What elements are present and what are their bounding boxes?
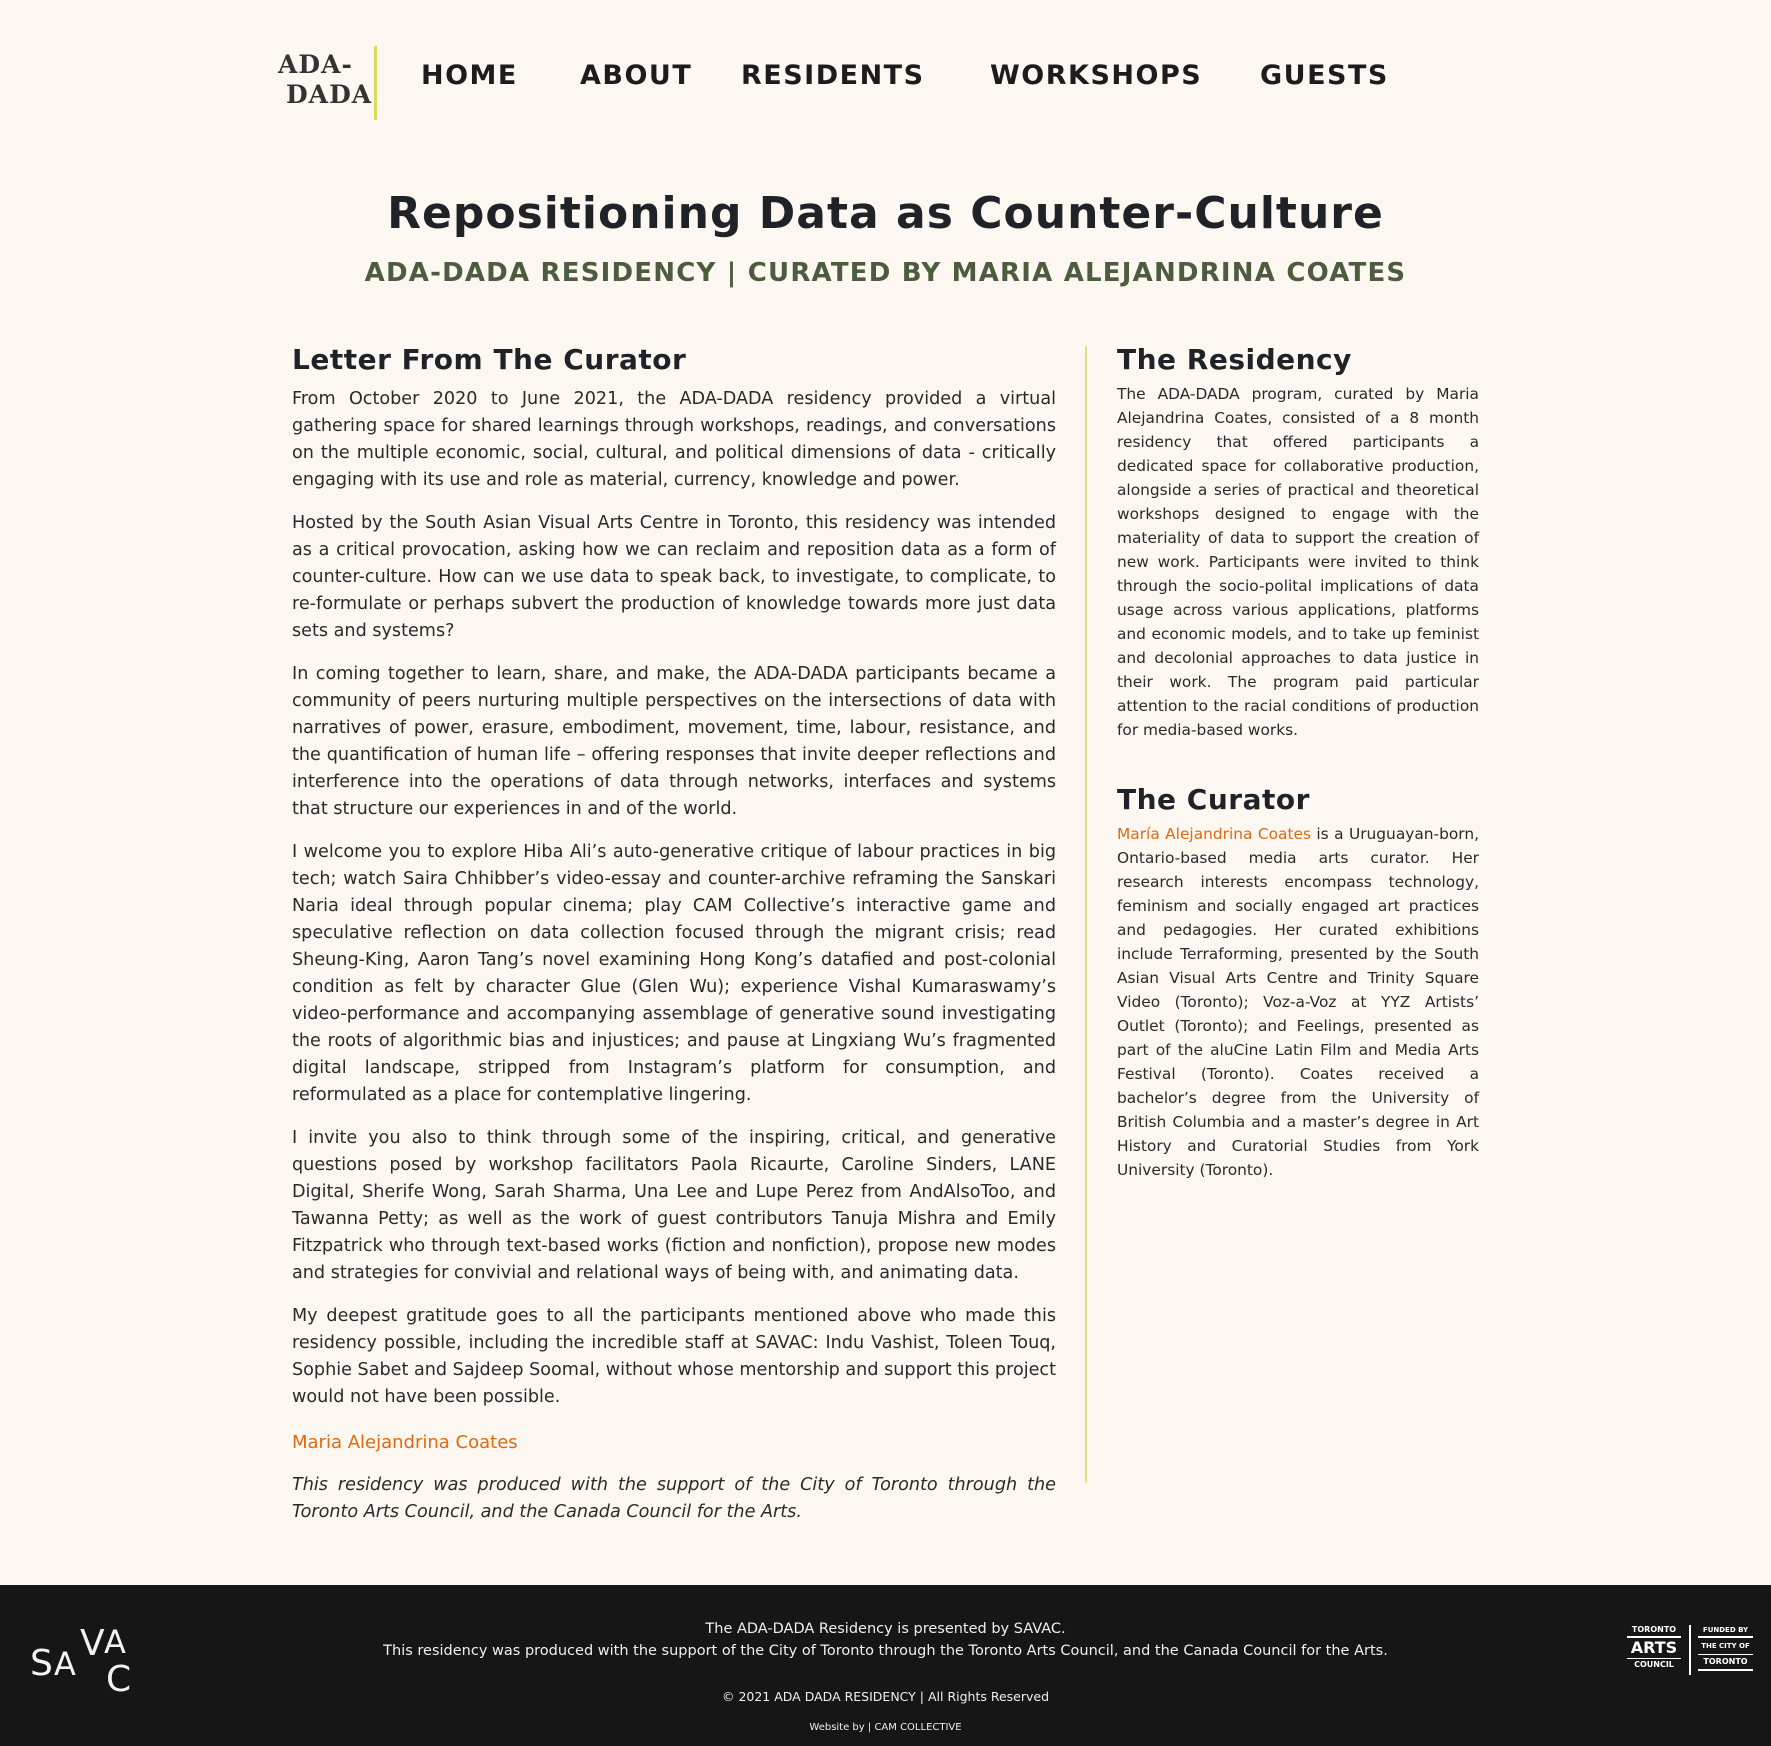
- tac-funded-by: [1698, 1625, 1753, 1672]
- letter-paragraph: Hosted by the South Asian Visual Arts Centre in Toronto, this residency was intended as a critical provocation, asking how we can reclaim and reposition data as a form of counter-culture. How can we use data to speak back, to investigate, to complicate, to re-formulate or perhaps subvert the production of knowledge towards more just data sets and systems?: [292, 513, 1056, 641]
- tac-council: COUNCIL: [1634, 1660, 1674, 1669]
- tac-the-city-of: THE CITY OF: [1701, 1641, 1750, 1650]
- nav-workshops[interactable]: WORKSHOPS: [990, 60, 1203, 91]
- ada-dada-logo[interactable]: [278, 50, 373, 118]
- savac-logo-s: S: [30, 1643, 53, 1684]
- residency-block: [1117, 340, 1479, 742]
- savac-logo-a1: A: [54, 1645, 76, 1683]
- curator-text: [1117, 822, 1479, 1182]
- savac-logo-a2: A: [104, 1623, 126, 1661]
- logo-line-2: DADA: [286, 80, 373, 109]
- nav-about[interactable]: ABOUT: [580, 60, 693, 91]
- savac-logo-v: V: [80, 1623, 105, 1664]
- logo-divider: [374, 46, 377, 120]
- footer-credit-prefix: Website by |: [809, 1722, 875, 1733]
- letter-support-note: This residency was produced with the support of the City of Toronto through the Toronto Arts Council, and the Canada Council for the Arts.: [292, 1475, 1056, 1522]
- tac-rule: [1627, 1658, 1681, 1660]
- tac-city: TORONTO: [1703, 1657, 1748, 1666]
- footer-credit: [0, 1722, 1771, 1733]
- tac-arts: ARTS: [1630, 1637, 1678, 1657]
- cam-collective-link[interactable]: CAM COLLECTIVE: [874, 1722, 962, 1733]
- letter-heading: Letter From The Curator: [292, 343, 687, 376]
- residency-heading: The Residency: [1117, 343, 1352, 376]
- tac-rule: [1698, 1669, 1753, 1671]
- footer-presented-by: The ADA-DADA Residency is presented by SAVAC.: [705, 1621, 1066, 1637]
- letter-signature-link[interactable]: Maria Alejandrina Coates: [292, 1432, 518, 1453]
- nav-residents[interactable]: RESIDENTS: [741, 60, 925, 91]
- letter-paragraph: I welcome you to explore Hiba Ali’s auto-generative critique of labour practices in big tech; watch Saira Chhibber’s video-essay and counter-archive reframing the Sanskari Naria ideal through popular cinema; play CAM Collective’s interactive game and speculative reflection on data collection focused through the migrant crisis; read Sheung-King, Aaron Tang’s novel examining Hong Kong’s datafied and post-colonial condition as felt by character Glue (Glen Wu); experience Vishal Kumaraswamy’s video-performance and accompanying assemblage of generative sound investigating the roots of algorithmic bias and injustices; and pause at Lingxiang Wu’s fragmented digital landscape, stripped from Instagram’s platform for consumption, and reformulated as a place for contemplative lingering.: [292, 842, 1056, 1105]
- tac-toronto: TORONTO: [1631, 1625, 1677, 1634]
- tac-rule: [1698, 1636, 1753, 1638]
- curator-name-link[interactable]: María Alejandrina Coates: [1117, 825, 1311, 843]
- sidebar: [1117, 340, 1479, 1182]
- tac-funded-by-label: FUNDED BY: [1702, 1626, 1749, 1634]
- tac-rule: [1698, 1654, 1753, 1656]
- tac-divider: [1689, 1625, 1691, 1675]
- curator-heading: The Curator: [1117, 783, 1310, 816]
- logo-line-1: ADA-: [278, 50, 353, 79]
- footer-support-note: This residency was produced with the support of the City of Toronto through the Toronto Arts Council, and the Canada Council for the Arts.: [383, 1643, 1388, 1659]
- toronto-arts-council-logo[interactable]: [1627, 1625, 1753, 1679]
- nav-home[interactable]: HOME: [421, 60, 518, 91]
- savac-logo-c: C: [106, 1659, 132, 1700]
- curator-bio: is a Uruguayan-born, Ontario-based media arts curator. Her research interests encompass technology, feminism and socially engaged art practices and pedagogies. Her curated exhibitions include Terraforming, presented by the South Asian Visual Arts Centre and Trinity Square Video (Toronto); Voz-a-Voz at YYZ Artists’ Outlet (Toronto); and Feelings, presented as part of the aluCine Latin Film and Media Arts Festival (Toronto). Coates received a bachelor’s degree from the University of British Columbia and a master’s degree in Art History and Curatorial Studies from York University (Toronto).: [1117, 825, 1479, 1179]
- curator-block: [1117, 780, 1479, 1182]
- residency-text: The ADA-DADA program, curated by Maria Alejandrina Coates, consisted of a 8 month residency that offered participants a dedicated space for collaborative production, alongside a series of practical and theoretical workshops designed to engage with the materiality of data to support the creation of new work. Participants were invited to think through the socio-polital implications of data usage across various applications, platforms and economic models, and to take up feminist and decolonial approaches to data justice in their work. The program paid particular attention to the racial conditions of production for media-based works.: [1117, 385, 1479, 739]
- page-title: Repositioning Data as Counter-Culture: [387, 188, 1384, 239]
- curator-letter: [292, 340, 1056, 1542]
- footer: [0, 1585, 1771, 1746]
- page-subtitle: ADA-DADA RESIDENCY | CURATED BY MARIA ALEJANDRINA COATES: [364, 258, 1407, 288]
- letter-paragraph: I invite you also to think through some of the inspiring, critical, and generative questions posed by workshop facilitators Paola Ricaurte, Caroline Sinders, LANE Digital, Sherife Wong, Sarah Sharma, Una Lee and Lupe Perez from AndAlsoToo, and Tawanna Petty; as well as the work of guest contributors Tanuja Mishra and Emily Fitzpatrick who through text-based works (fiction and nonfiction), propose new modes and strategies for convivial and relational ways of being with, and animating data.: [292, 1128, 1056, 1283]
- footer-copyright: © 2021 ADA DADA RESIDENCY | All Rights Reserved: [721, 1689, 1050, 1704]
- tac-wordmark: [1627, 1625, 1681, 1670]
- letter-paragraph: From October 2020 to June 2021, the ADA-DADA residency provided a virtual gathering space for shared learnings through workshops, readings, and conversations on the multiple economic, social, cultural, and political dimensions of data - critically engaging with its use and role as material, currency, knowledge and power.: [292, 389, 1056, 490]
- letter-paragraph: In coming together to learn, share, and make, the ADA-DADA participants became a community of peers nurturing multiple perspectives on the intersections of data with narratives of power, erasure, embodiment, movement, time, labour, resistance, and the quantification of human life – offering responses that invite deeper reflections and interference into the operations of data through networks, interfaces and systems that structure our experiences in and of the world.: [292, 664, 1056, 819]
- column-divider: [1085, 346, 1087, 1483]
- nav-guests[interactable]: GUESTS: [1260, 60, 1389, 91]
- letter-paragraph: My deepest gratitude goes to all the participants mentioned above who made this residency possible, including the incredible staff at SAVAC: Indu Vashist, Toleen Touq, Sophie Sabet and Sajdeep Soomal, without whose mentorship and support this project would not have been possible.: [292, 1306, 1056, 1407]
